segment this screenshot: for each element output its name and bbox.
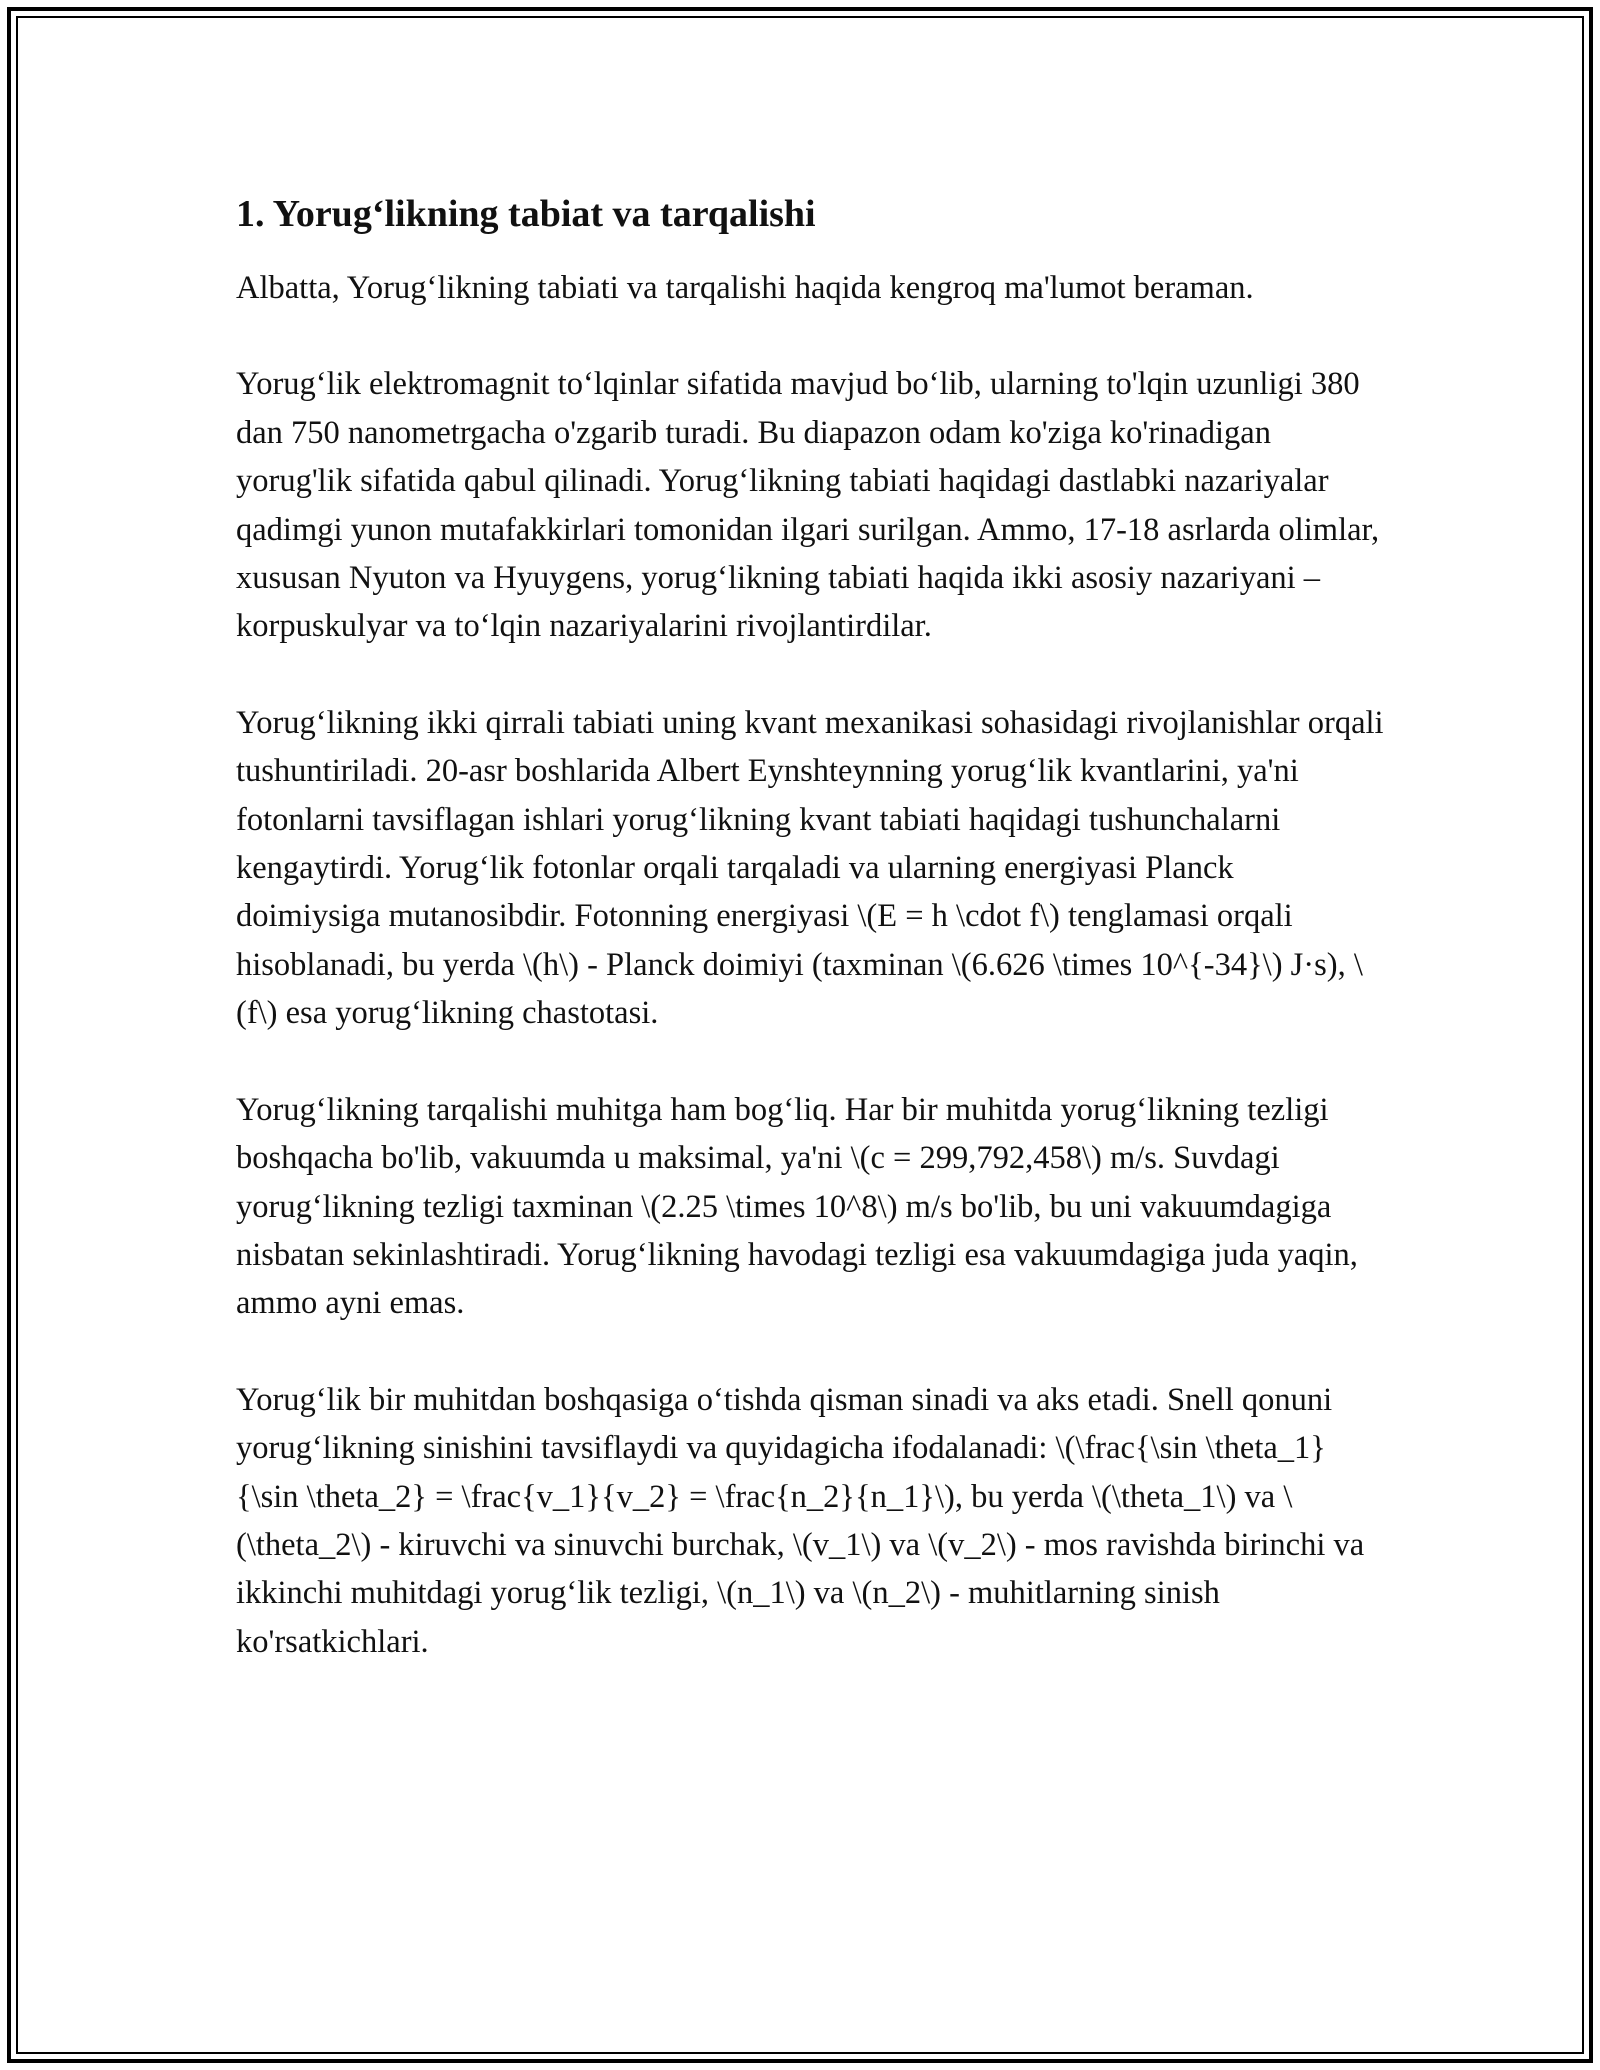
- paragraph-intro: Albatta, Yorug‘likning tabiati va tarqalishi haqida kengroq ma'lumot beraman.: [236, 270, 1254, 306]
- paragraph-snell-law: Yorug‘lik bir muhitdan boshqasiga o‘tishda qisman sinadi va aks etadi. Snell qonuni yorug‘likning sinishini tavsiflaydi va quyidagicha ifodalanadi: \(\frac{\sin \theta_1}{\sin \theta_2} = \frac{v_1}{v_2} = \frac{n_2}{n_1}\), bu yerda \(\theta_1\) va \(\theta_2\) - kiruvchi va sinuvchi burchak, \(v_1\) va \(v_2\) - mos ravishda birinchi va ikkinchi muhitdagi yorug‘lik tezligi, \(n_1\) va \(n_2\) - muhitlarning sinish ko'rsatkichlari.: [236, 1381, 1365, 1660]
- section-heading: 1. Yorug‘likning tabiat va tarqalishi: [236, 193, 816, 235]
- paragraph-electromagnetic-waves: Yorug‘lik elektromagnit to‘lqinlar sifatida mavjud bo‘lib, ularning to'lqin uzunligi 380 dan 750 nanometrgacha o'zgarib turadi. Bu diapazon odam ko'ziga ko'rinadigan yorug'lik sifatida qabul qilinadi. Yorug‘likning tabiati haqidagi dastlabki nazariyalar qadimgi yunon mutafakkirlari tomonidan ilgari surilgan. Ammo, 17-18 asrlarda olimlar, xususan Nyuton va Hyuygens, yorug‘likning tabiati haqida ikki asosiy nazariyani – korpuskulyar va to‘lqin nazariyalarini rivojlantirdilar.: [236, 366, 1380, 645]
- paragraph-propagation-speed: Yorug‘likning tarqalishi muhitga ham bog‘liq. Har bir muhitda yorug‘likning tezligi boshqacha bo'lib, vakuumda u maksimal, ya'ni \(c = 299,792,458\) m/s. Suvdagi yorug‘likning tezligi taxminan \(2.25 \times 10^8\) m/s bo'lib, bu uni vakuumdagiga nisbatan sekinlashtiradi. Yorug‘likning havodagi tezligi esa vakuumdagiga juda yaqin, ammo ayni emas.: [236, 1091, 1358, 1322]
- paragraph-dual-nature: Yorug‘likning ikki qirrali tabiati uning kvant mexanikasi sohasidagi rivojlanishlar orqali tushuntiriladi. 20-asr boshlarida Albert Eynshteynning yorug‘lik kvantlarini, ya'ni fotonlarni tavsiflagan ishlari yorug‘likning kvant tabiati haqidagi tushunchalarni kengaytirdi. Yorug‘lik fotonlar orqali tarqaladi va ularning energiyasi Planck doimiysiga mutanosibdir. Fotonning energiyasi \(E = h \cdot f\) tenglamasi orqali hisoblanadi, bu yerda \(h\) - Planck doimiyi (taxminan \(6.626 \times 10^{-34}\) J·s), \(f\) esa yorug‘likning chastotasi.: [236, 704, 1384, 1032]
- document-body: [236, 186, 1386, 1714]
